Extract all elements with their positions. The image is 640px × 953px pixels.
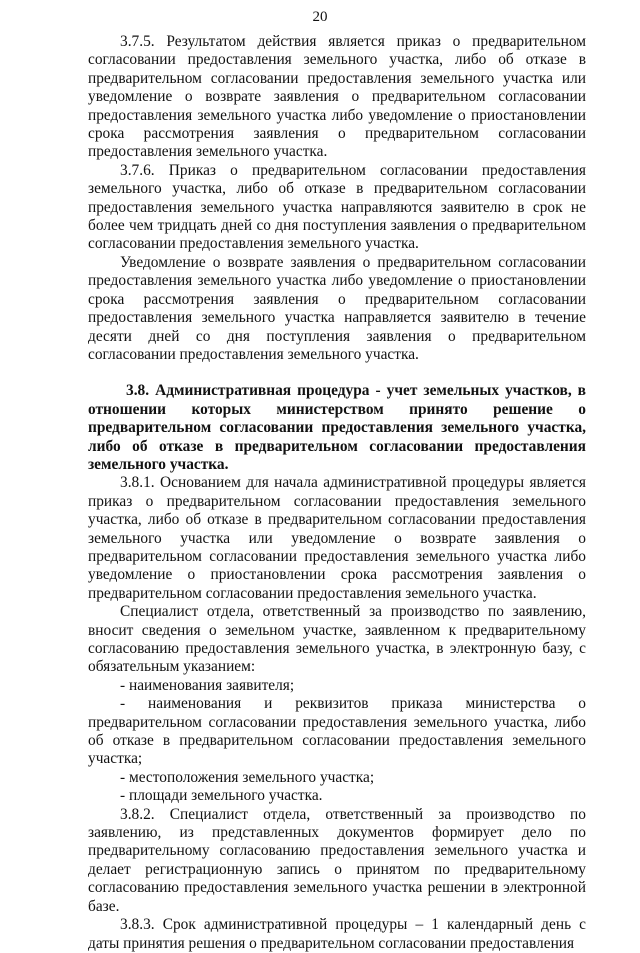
- paragraph-notification: Уведомление о возврате заявления о предварительном согласовании предоставления земельного участка либо уведомление о приостановлении срока рассмотрения заявления о предварительном согласовании предоставления земельного участка направляется заявителю в течение десяти дней со дня поступления заявления о предварительном согласовании предоставления земельного участка.: [88, 253, 586, 363]
- page-body: [88, 33, 586, 953]
- section-heading-3-8: 3.8. Административная процедура - учет земельных участков, в отношении которых министерством принято решение о предварительном согласовании предоставления земельного участка, либо об отказе в предварительном согласовании предоставления земельного участка.: [88, 382, 586, 473]
- paragraph-3-8-2: 3.8.2. Специалист отдела, ответственный за производство по заявлению, из представленных документов формирует дело по предварительному согласованию предоставления земельного участка и делает регистрационную запись о принятом по предварительному согласованию предоставления земельного участка решении в электронной базе.: [88, 805, 586, 915]
- paragraph-3-7-6: 3.7.6. Приказ о предварительном согласовании предоставления земельного участка, либо об отказе в предварительном согласовании предоставления земельного участка направляются заявителю в срок не более чем тридцать дней со дня поступления заявления о предварительном согласовании предоставления земельного участка.: [88, 161, 586, 253]
- paragraph-3-8-3: 3.8.3. Срок административной процедуры – 1 календарный день с даты принятия решения о предварительном согласовании предоставления: [88, 916, 586, 952]
- section-spacer: [88, 364, 586, 382]
- page-number: 20: [312, 9, 328, 25]
- list-item-location: - местоположения земельного участка;: [120, 768, 375, 786]
- paragraph-specialist: Специалист отдела, ответственный за производство по заявлению, вносит сведения о земельном участке, заявленном к предварительному согласованию предоставления земельного участка, в электронную базу, с обязательным указанием:: [88, 603, 586, 676]
- list-item-area: - площади земельного участка.: [120, 787, 323, 805]
- paragraph-3-8-1: 3.8.1. Основанием для начала административной процедуры является приказ о предварительном согласовании предоставления земельного участка, либо об отказе в предварительном согласовании предоставления земельного участка или уведомление о возврате заявления о предварительном согласовании предоставления земельного участка либо уведомление о приостановлении срока рассмотрения заявления о предварительном согласовании предоставления земельного участка.: [88, 474, 586, 602]
- list-item-applicant: - наименования заявителя;: [120, 676, 295, 694]
- paragraph-3-7-5: 3.7.5. Результатом действия является приказ о предварительном согласовании предоставления земельного участка, либо об отказе в предварительном согласовании предоставления земельного участка или уведомление о возврате заявления о предварительном согласовании предоставления земельного участка либо уведомление о приостановлении срока рассмотрения заявления о предварительном согласовании предоставления земельного участка.: [88, 33, 586, 161]
- list-item-order-details: - наименования и реквизитов приказа министерства о предварительном согласовании предоставления земельного участка, либо об отказе в предварительном согласовании предоставления земельного участка;: [88, 695, 586, 768]
